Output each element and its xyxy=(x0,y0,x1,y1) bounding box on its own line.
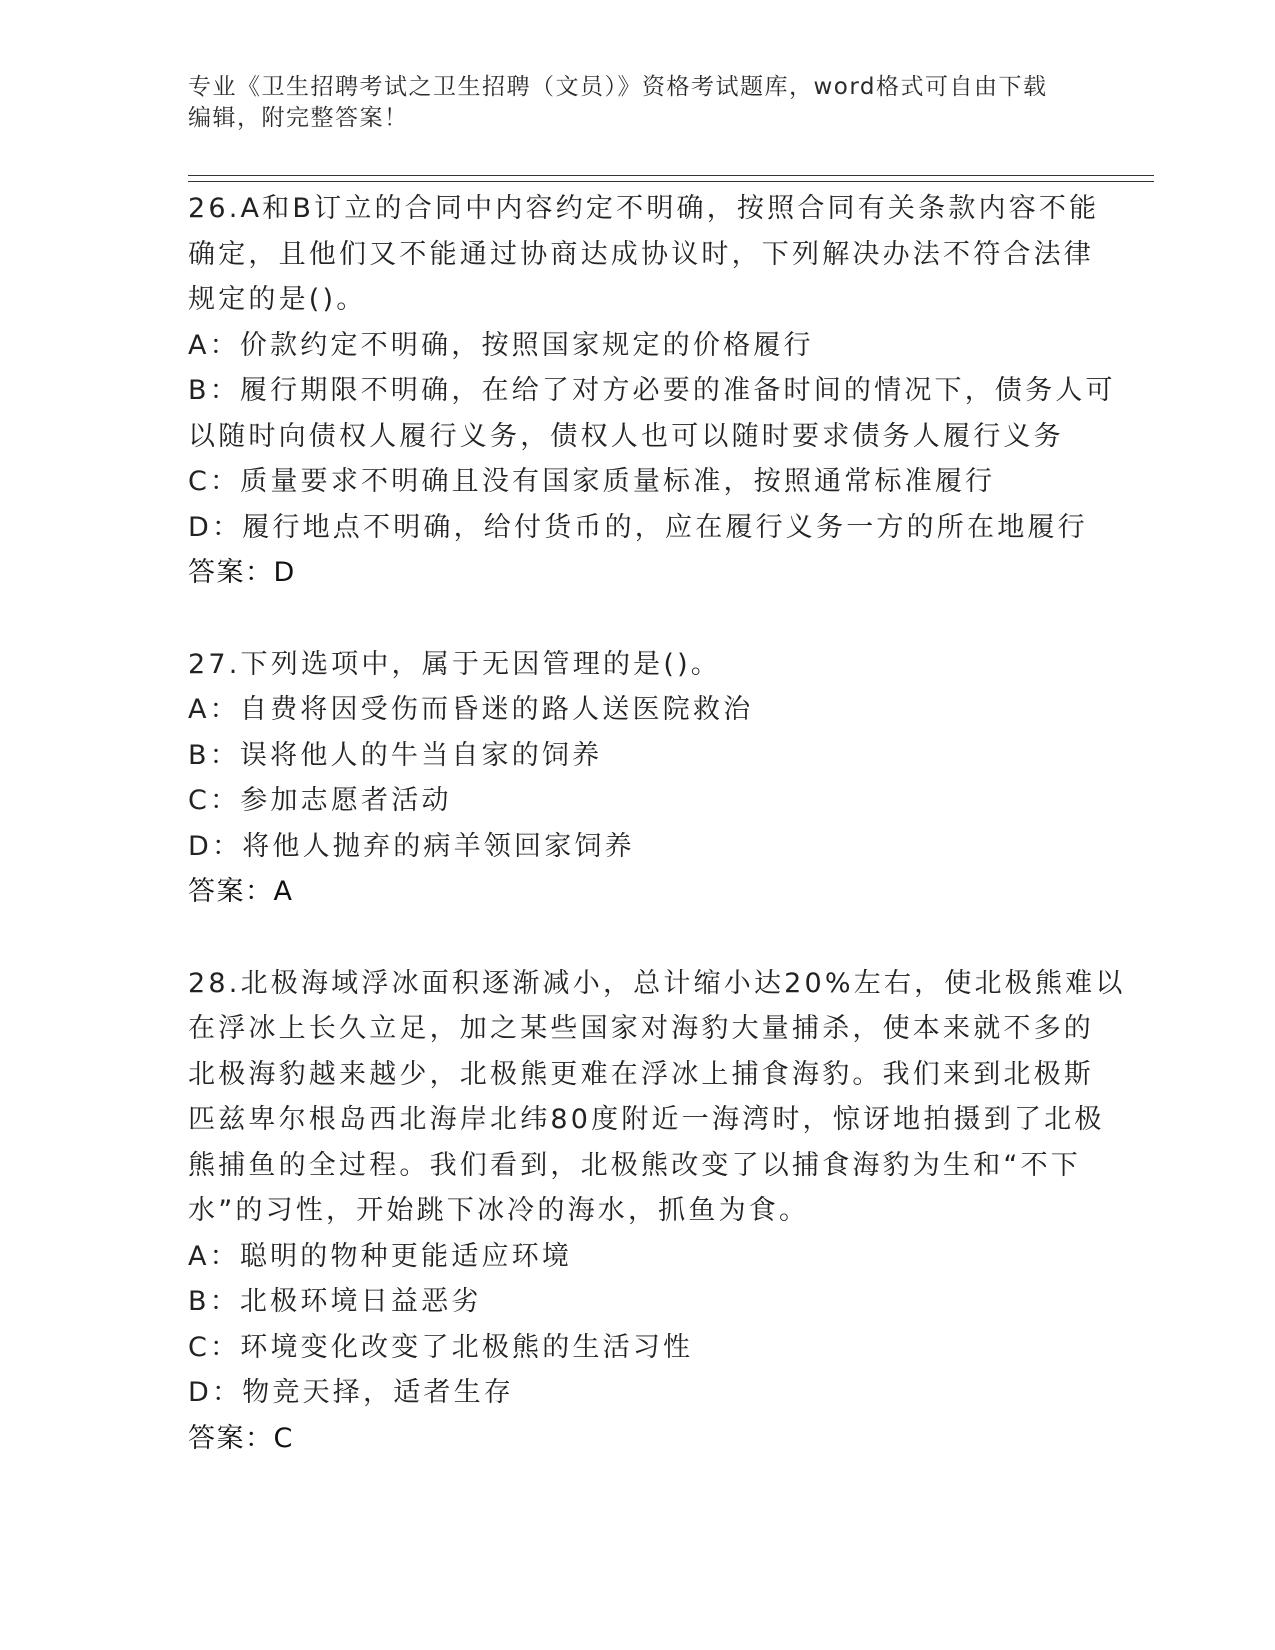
option-d: D：将他人抛弃的病羊领回家饲养 xyxy=(188,830,635,862)
question-stem-line: 北极海豹越来越少，北极熊更难在浮冰上捕食海豹。我们来到北极斯 xyxy=(188,1058,1094,1090)
option-d: D：履行地点不明确，给付货币的，应在履行义务一方的所在地履行 xyxy=(188,511,1088,543)
question-stem-line: 27.下列选项中，属于无因管理的是()。 xyxy=(188,648,722,680)
document-header xyxy=(188,72,1068,134)
question-stem-line: 匹兹卑尔根岛西北海岸北纬80度附近一海湾时，惊讶地拍摄到了北极 xyxy=(188,1104,1105,1135)
option-b: B：误将他人的牛当自家的饲养 xyxy=(188,739,603,771)
question-spacer xyxy=(188,915,1088,961)
option-b: B：履行期限不明确，在给了对方必要的准备时间的情况下，债务人可 xyxy=(188,375,1116,406)
option-b: B：北极环境日益恶劣 xyxy=(188,1286,482,1317)
option-c: C：环境变化改变了北极熊的生活习性 xyxy=(188,1331,694,1363)
question-26 xyxy=(188,186,1116,596)
question-27 xyxy=(188,642,1088,915)
header-line-1: 专业《卫生招聘考试之卫生招聘（文员）》资格考试题库，word格式可自由下载 xyxy=(188,74,1048,100)
header-divider-bottom xyxy=(188,181,1154,182)
option-b-continued: 以随时向债权人履行义务，债权人也可以随时要求债务人履行义务 xyxy=(188,420,1064,452)
answer-label: 答案：C xyxy=(188,1422,294,1454)
option-c: C：参加志愿者活动 xyxy=(188,785,452,816)
option-a: A：价款约定不明确，按照国家规定的价格履行 xyxy=(188,329,814,361)
question-stem-line: 熊捕鱼的全过程。我们看到，北极熊改变了以捕食海豹为生和“不下 xyxy=(188,1149,1081,1181)
question-stem-line: 确定，且他们又不能通过协商达成协议时，下列解决办法不符合法律 xyxy=(188,238,1094,270)
question-28 xyxy=(188,961,1126,1462)
option-a: A：聪明的物种更能适应环境 xyxy=(188,1240,573,1272)
question-spacer xyxy=(188,596,1088,642)
question-stem-line: 水”的习性，开始跳下冰冷的海水，抓鱼为食。 xyxy=(188,1195,810,1226)
question-list xyxy=(188,186,1126,1461)
answer-label: 答案：A xyxy=(188,876,294,907)
header-line-2: 编辑，附完整答案！ xyxy=(188,105,409,131)
question-stem-line: 规定的是()。 xyxy=(188,284,367,315)
option-c: C：质量要求不明确且没有国家质量标准，按照通常标准履行 xyxy=(188,466,996,497)
header-divider-top xyxy=(188,175,1154,176)
question-stem-line: 28.北极海域浮冰面积逐渐减小，总计缩小达20%左右，使北极熊难以 xyxy=(188,967,1126,999)
question-stem-line: 26.A和B订立的合同中内容约定不明确，按照合同有关条款内容不能 xyxy=(188,193,1100,224)
option-a: A：自费将因受伤而昏迷的路人送医院救治 xyxy=(188,694,754,725)
answer-label: 答案：D xyxy=(188,557,296,588)
option-d: D：物竞天择，适者生存 xyxy=(188,1377,514,1408)
question-stem-line: 在浮冰上长久立足，加之某些国家对海豹大量捕杀，使本来就不多的 xyxy=(188,1013,1094,1044)
